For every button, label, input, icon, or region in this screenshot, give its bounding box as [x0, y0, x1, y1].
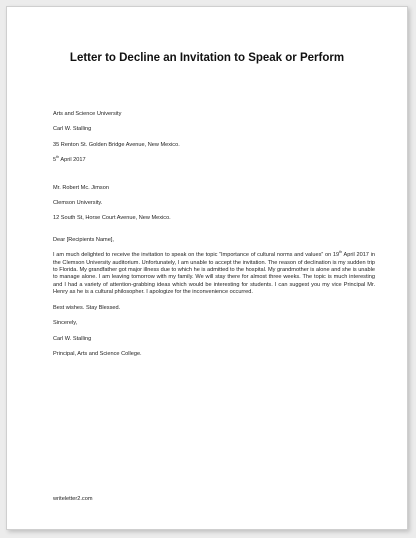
letter-date	[53, 157, 375, 164]
closing: Sincerely,	[53, 320, 78, 327]
body-part-2: April 2017 in the Clemson University auditorium. Unfortunately, I am unable to accept the invitation. The reason of declination is my sudden trip to Florida. My grandfather got major illness due to which he is admitted to the hospital. My grandmother is alone and she is unable to manage alone. I am leaving tomorrow with my family. We will stay there for almost three weeks. The topic is much interesting and I had a variety of attention-grabbing ideas which would be interesting for students. I can suggest you my vice Principal Mr. Henry as he is a cultural philosopher. I apologize for the inconvenience occurred.	[53, 252, 376, 296]
recipient-name: Mr. Robert Mc. Jimson	[53, 184, 109, 191]
body-sup: th	[339, 250, 343, 255]
date-day: 5	[53, 157, 57, 164]
footer-website: writeletter2.com	[53, 496, 93, 502]
letter-content	[53, 111, 375, 366]
body-part-1: I am much delighted to receive the invitation to speak on the topic “Importance of cultural norms and values” on 19	[53, 252, 340, 259]
sender-organization: Arts and Science University	[53, 111, 122, 117]
signature-title: Principal, Arts and Science College.	[53, 350, 142, 357]
date-suffix: th	[56, 155, 60, 160]
best-wishes: Best wishes. Stay Blessed.	[53, 304, 121, 311]
date-rest: April 2017	[59, 157, 86, 164]
letter-body	[53, 252, 375, 296]
letter-page	[6, 6, 408, 530]
recipient-address: 12 South St, Horse Court Avenue, New Mexico.	[53, 215, 171, 222]
signature-name: Carl W. Stalling	[53, 335, 92, 342]
sender-address: 35 Renton St. Golden Bridge Avenue, New Mexico.	[53, 141, 180, 148]
salutation: Dear [Recipients Name],	[53, 236, 114, 243]
sender-name: Carl W. Stalling	[53, 126, 92, 133]
letter-title: Letter to Decline an Invitation to Speak or Perform	[69, 52, 345, 64]
recipient-organization: Clemson University.	[53, 200, 103, 207]
